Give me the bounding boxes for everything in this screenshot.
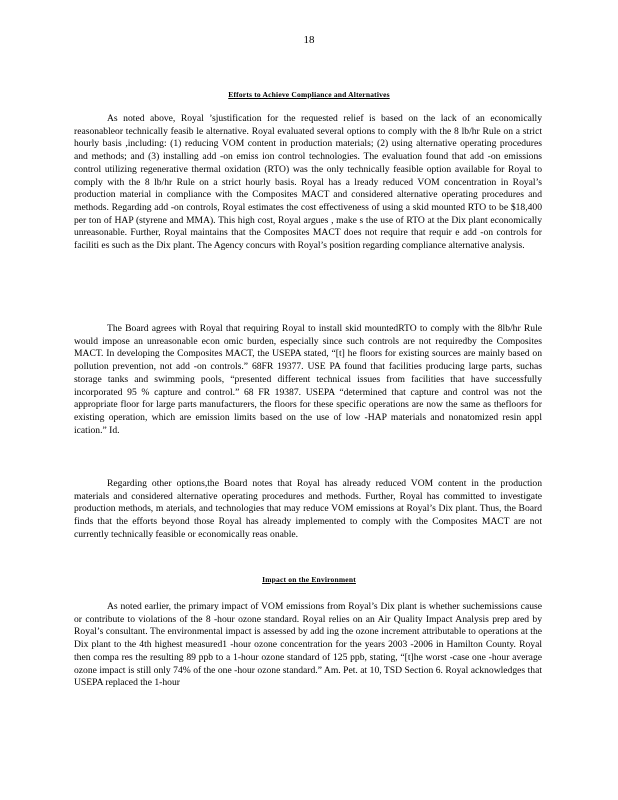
section-heading-impact (0, 575, 618, 584)
section-heading-efforts (0, 90, 618, 99)
paragraph-other-options: Regarding other options,the Board notes that Royal has already reduced VOM content in the production materials and considered alternative operating procedures and methods. Further, Royal has committed to investigate production methods, m aterials, and technologies that may reduce VOM emissions at Royal’s Dix plant. Thus, the Board finds that the efforts beyond those Royal has already implemented to comply with the Composites MACT are not currently technically feasible or economically reas onable. (74, 478, 542, 540)
section-heading-efforts-text: Efforts to Achieve Compliance and Alternatives (228, 90, 390, 99)
paragraph-justification: As noted above, Royal ’sjustification for the requested relief is based on the lack of an economically reasonableor technically feasib le alternative. Royal evaluated several options to comply with the 8 lb/hr Rule on a strict hourly basis ,including: (1) reducing VOM content in production materials; (2) using alternative operating procedures and methods; and (3) installing add -on emiss ion control technologies. The evaluation found that add -on emissions control utilizing regenerative thermal oxidation (RTO) was the only technically feasible option available for Royal to comply with the 8 lb/hr Rule on a strict hourly basis. Royal has a lready reduced VOM concentration in Royal’s production material in compliance with the Composites MACT and considered alternative operating procedures and methods. Regarding add -on controls, Royal estimates the cost effectiveness of using a skid mounted RTO to be $18,400 per ton of HAP (styrene and MMA). This high cost, Royal argues , make s the use of RTO at the Dix plant economically unreasonable. Further, Royal maintains that the Composites MACT does not require that requir e add -on controls for faciliti es such as the Dix plant. The Agency concurs with Royal’s position regarding compliance alternative analysis. (74, 113, 542, 252)
page-number: 18 (303, 34, 315, 46)
section-heading-impact-text: Impact on the Environment (262, 575, 356, 584)
paragraph-impact: As noted earlier, the primary impact of VOM emissions from Royal’s Dix plant is whether suchemissions cause or contribute to violations of the 8 -hour ozone standard. Royal relies on an Air Quality Impact Analysis prep ared by Royal’s consultant. The environmental impact is assessed by add ing the ozone increment attributable to operations at the Dix plant to the 4th highest measured1 -hour ozone concentration for the years 2003 -2006 in Hamilton County. Royal then compa res the resulting 89 ppb to a 1-hour ozone standard of 125 ppb, stating, “[t]he worst -case one -hour average ozone impact is still only 74% of the one -hour ozone standard.” Am. Pet. at 10, TSD Section 6. Royal acknowledges that USEPA replaced the 1-hour (74, 601, 542, 689)
paragraph-board-agrees: The Board agrees with Royal that requiring Royal to install skid mountedRTO to comply with the 8lb/hr Rule would impose an unreasonable econ omic burden, especially since such controls are not requiredby the Composites MACT. In developing the Composites MACT, the USEPA stated, “[t] he floors for existing sources are mainly based on pollution prevention, not add -on controls.” 68FR 19377. USE PA found that facilities producing large parts, suchas storage tanks and swimming pools, “presented different technical issues from facilities that have successfully incorporated 95 % capture and control.” 68 FR 19387. USEPA “determined that capture and control was not the appropriate floor for large parts manufacturers, the floors for these specific operations are now the same as thefloors for existing operation, which are emission limits based on the use of low -HAP materials and nonatomized resin appl ication.” Id. (74, 323, 542, 436)
